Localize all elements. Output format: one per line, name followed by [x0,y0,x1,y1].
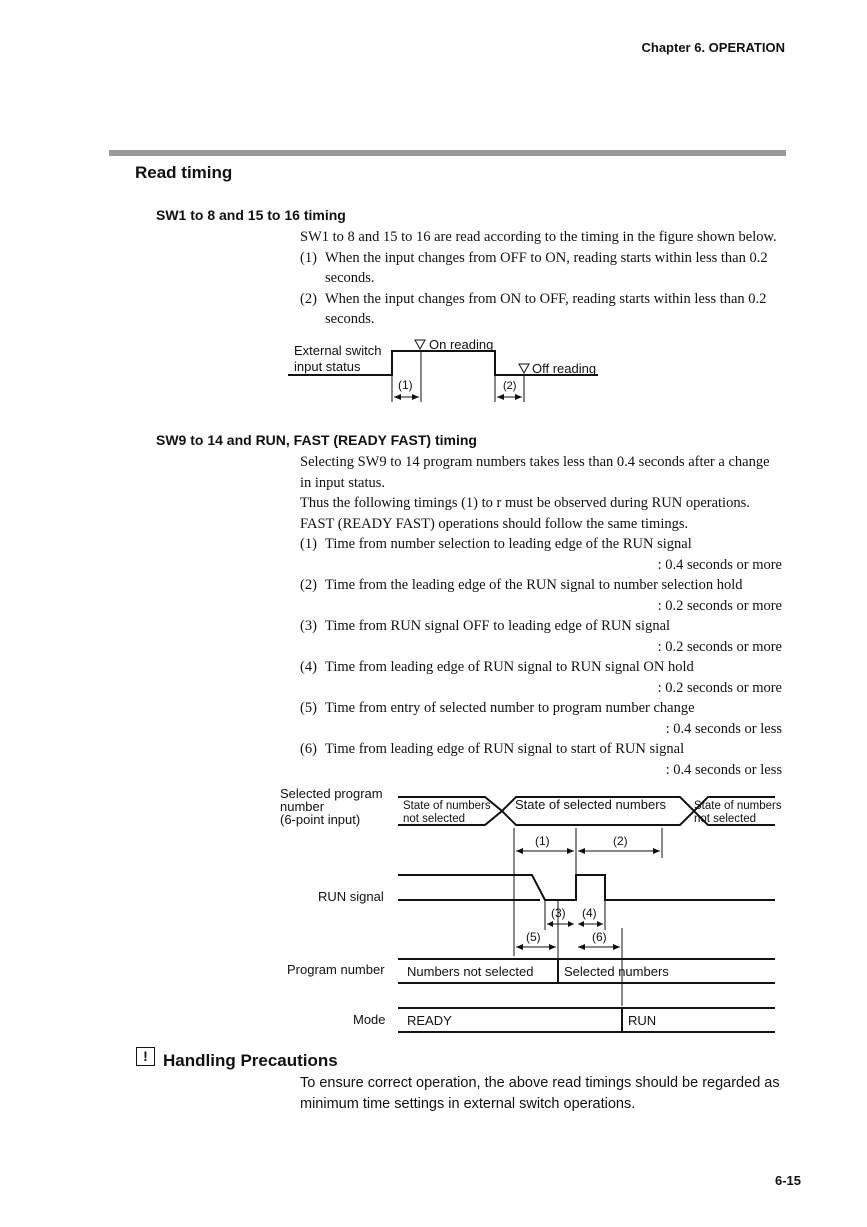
timing-item-value: : 0.4 seconds or less [665,720,782,737]
bus-state-not-selected-2: not selected [694,813,757,825]
bus-state-not-selected-2: not selected [403,813,466,825]
timing-item-text: Time from leading edge of RUN signal to start of RUN signal [325,741,685,757]
sw1-item-num: (1) [300,249,317,266]
sw1-diagram-label: External switch [294,343,382,358]
sw9-para-2: Thus the following timings (1) to r must be observed during RUN operations. [300,495,750,511]
timing-item [300,739,782,760]
timing-item [300,534,782,555]
sw1-intro: SW1 to 8 and 15 to 16 are read according to the timing in the figure shown below. [300,229,777,245]
sw1-item-num: (2) [300,290,317,307]
timing-item-value: : 0.2 seconds or more [657,679,782,696]
sw9-text-block [300,452,782,780]
program-not-selected: Numbers not selected [407,964,534,979]
run-mark-5: (5) [526,930,541,944]
bus-state-selected: State of selected numbers [515,797,667,812]
page-number: 6-15 [774,1173,801,1188]
sw1-item-text-cont: seconds. [325,270,375,286]
timing-item [300,698,782,719]
sw1-heading: SW1 to 8 and 15 to 16 timing [156,207,346,223]
timing-item-num: (1) [300,536,317,552]
mark-2: (2) [503,380,517,392]
precautions-text [300,1073,790,1115]
sw1-item [300,289,790,330]
precautions-line: To ensure correct operation, the above read timings should be regarded as [300,1075,780,1091]
timing-item-text: Time from number selection to leading edge of the RUN signal [325,536,692,552]
run-mark-6: (6) [592,930,607,944]
sw9-heading: SW9 to 14 and RUN, FAST (READY FAST) timing [156,432,477,448]
timing-item-text: Time from leading edge of RUN signal to RUN signal ON hold [325,659,694,675]
timing-item-value: : 0.2 seconds or more [657,638,782,655]
run-signal-waveform [398,875,775,900]
chapter-header: Chapter 6. OPERATION [641,40,785,55]
run-timing-diagram [270,780,790,1042]
run-mark-2: (2) [613,834,628,848]
timing-item-value: : 0.2 seconds or more [657,597,782,614]
program-selected: Selected numbers [564,964,669,979]
run-mark-1: (1) [535,834,550,848]
precautions-line: minimum time settings in external switch operations. [300,1096,636,1112]
section-title: Read timing [135,163,233,182]
section-rule [109,150,786,156]
mode-label: Mode [353,1012,386,1027]
mode-ready: READY [407,1013,452,1028]
timing-item-num: (3) [300,618,317,634]
mode-run: RUN [628,1013,657,1028]
bus-state-not-selected: State of numbers [403,800,491,812]
sw1-item [300,248,790,289]
bus-state-not-selected: State of numbers [694,800,782,812]
off-reading-label: Off reading [532,361,597,376]
sw9-para-3: FAST (READY FAST) operations should follow the same timings. [300,515,689,532]
selected-program-label: Selected program [280,786,383,801]
on-reading-marker-icon [415,340,425,349]
sw1-text-block [300,227,790,330]
on-reading-label: On reading [429,337,494,352]
program-number-label: Program number [287,962,385,977]
timing-item-value: : 0.4 seconds or more [657,556,782,573]
timing-item [300,616,782,637]
off-reading-marker-icon [519,364,529,373]
sw9-para-1-cont: in input status. [300,474,385,491]
timing-item-num: (2) [300,577,317,593]
timing-item-text: Time from RUN signal OFF to leading edge of RUN signal [325,618,671,634]
caution-icon: ! [136,1047,155,1066]
run-mark-4: (4) [582,906,597,920]
sw1-item-text: When the input changes from ON to OFF, reading starts within less than 0.2 [325,290,767,307]
timing-item-num: (5) [300,700,317,716]
sw1-item-text: When the input changes from OFF to ON, reading starts within less than 0.2 [325,249,768,266]
mark-1: (1) [398,378,413,392]
sw1-item-text-cont: seconds. [325,311,375,327]
timing-item-text: Time from the leading edge of the RUN signal to number selection hold [325,577,743,593]
run-mark-3: (3) [551,906,566,920]
timing-item-text: Time from entry of selected number to program number change [325,700,695,716]
selected-program-label-3: (6-point input) [280,812,361,827]
timing-item-num: (6) [300,741,317,757]
timing-item [300,657,782,678]
timing-item [300,575,782,596]
sw9-para-1: Selecting SW9 to 14 program numbers takes less than 0.4 seconds after a change [300,454,770,470]
run-signal-label: RUN signal [318,889,384,904]
precautions-title: Handling Precautions [163,1051,338,1070]
selected-program-label-2: number [280,799,325,814]
timing-item-value: : 0.4 seconds or less [665,761,782,778]
timing-item-num: (4) [300,659,317,675]
sw1-diagram-label-2: input status [294,359,361,374]
sw1-timing-diagram [280,330,610,410]
